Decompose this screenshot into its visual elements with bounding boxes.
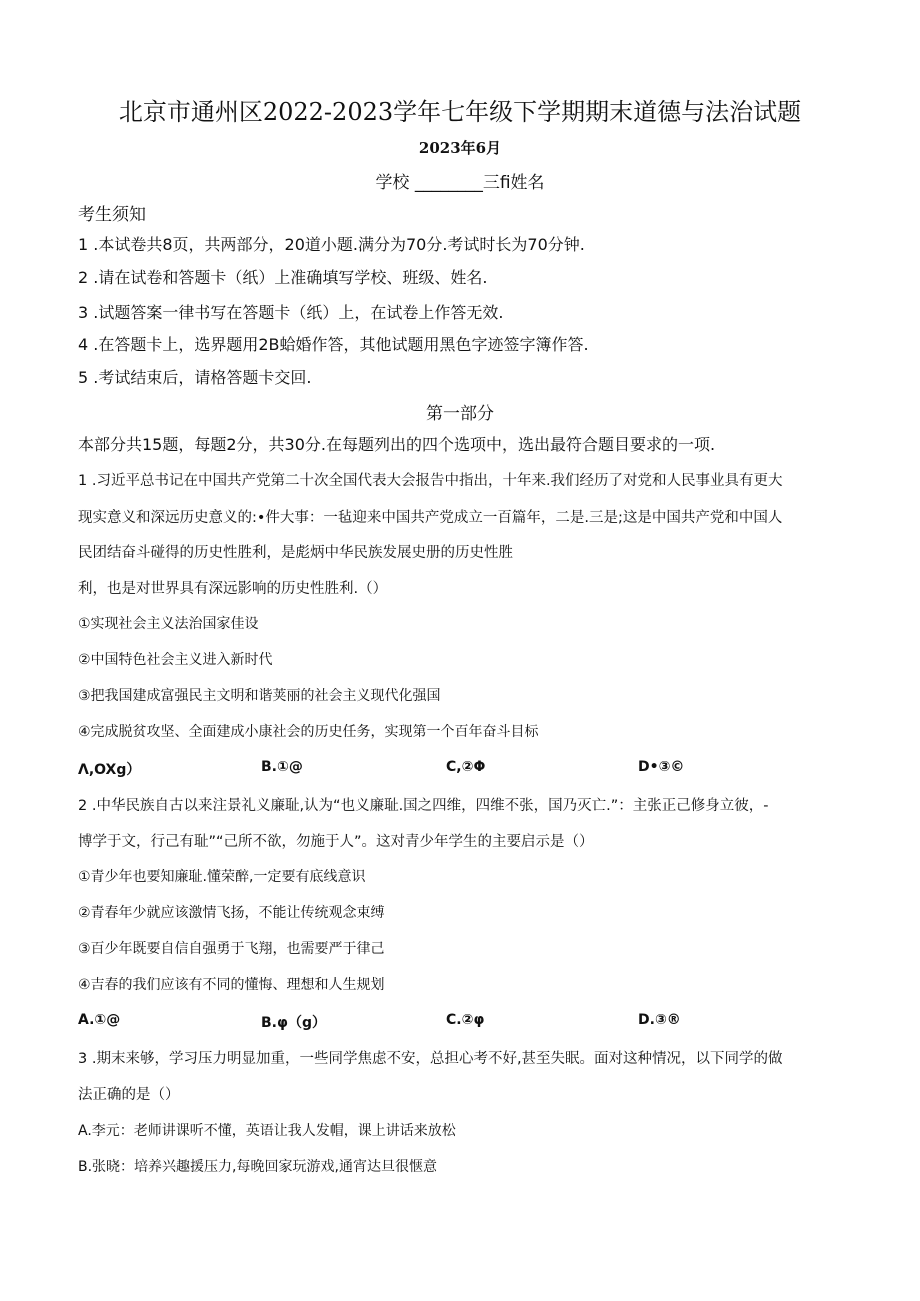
question-3-option[interactable]: B.张晓：培养兴趣援压力,每晚回家玩游戏,通宵达旦很惬意 [78,1159,437,1175]
question-1-line: 利，也是对世界具有深远影响的历史性胜利.（） [78,581,388,597]
exam-title: 北京市通州区2022-2023学年七年级下学期期末道德与法治试题 [118,98,802,126]
question-2-option: ④吉春的我们应该有不同的懂悔、理想和人生规划 [78,977,385,993]
question-2-line: 2 .中华民族自古以来注景礼义廉耻,认为“也义廉耻.国之四维，四维不张，国乃灭亡.”：主张正己修身立彼，- [78,798,769,814]
question-2-line: 博学于文，行己有耻”“己所不欲，勿施于人”。这对青少年学生的主要启示是（） [78,834,594,850]
question-2-option: ①青少年也要知廉耻.懂荣醉,一定要有底线意识 [78,869,366,885]
choice-d[interactable]: D•③© [638,759,685,775]
notice-item: 5 .考试结束后，请格答题卡交回. [78,368,312,387]
choice-a[interactable]: Λ,OXg） [78,762,141,778]
notice-item: 4 .在答题卡上，选界题用2B蛤婚作答，其他试题用黑色字迹签字簿作答. [78,335,589,354]
question-3-line: 法正确的是（） [78,1087,180,1103]
part-one-instruction: 本部分共15题，每题2分，共30分.在每题列出的四个选项中，选出最符合题目要求的一项. [78,435,716,454]
choice-d[interactable]: D.③® [638,1012,681,1028]
question-3-option[interactable]: A.李元：老师讲课听不懂，英语让我人发帽，课上讲话来放松 [78,1123,456,1139]
choice-c[interactable]: C,②Φ [446,759,486,775]
notice-item: 1 .本试卷共8页，共两部分，20道小题.满分为70分.考试时长为70分钟. [78,235,585,254]
question-1-line: 民团结奋斗碰得的历史性胜利，是彪炳中华民族发展史册的历史性胜 [78,545,513,561]
question-1-option: ④完成脱贫攻坚、全面建成小康社会的历史任务，实现第一个百年奋斗目标 [78,724,539,740]
choice-c[interactable]: C.②φ [446,1012,485,1028]
part-one-title: 第一部分 [426,404,494,424]
notice-item: 3 .试题答案一律书写在答题卡（纸）上，在试卷上作答无效. [78,303,504,322]
choice-a[interactable]: A.①@ [78,1012,121,1028]
question-1-line: 现实意义和深远历史意义的:•件大事：一毡迎来中国共产党成立一百篇年，二是.三是;这是中国共产党和中国人 [78,510,783,526]
notice-item: 2 .请在试卷和答题卡（纸）上准确填写学校、班级、姓名. [78,268,488,287]
question-1-option: ②中国特色社会主义进入新时代 [78,652,273,668]
exam-date: 2023年6月 [418,139,502,157]
question-1-line: 1 .习近平总书记在中国共产党第二十次全国代表大会报告中指出，十年来.我们经历了对党和人民事业具有更大 [78,473,783,489]
question-1-option: ③把我国建成富强民主文明和谐荚丽的社会主义现代化强国 [78,688,441,704]
question-1-option: ①实现社会主义法治国家佳设 [78,616,259,632]
question-2-option: ②青春年少就应该激情飞扬，不能让传统观念束缚 [78,905,385,921]
school-name-line: 学校 ________三fi姓名 [375,173,545,193]
question-2-option: ③百少年既要自信自强勇于飞翔，也需要严于律己 [78,941,385,957]
choice-b[interactable]: B.φ（g） [261,1015,326,1031]
notice-heading: 考生须知 [78,205,146,225]
choice-b[interactable]: B.①@ [261,759,303,775]
question-3-line: 3 .期末来够，学习压力明显加重，一些同学焦虑不安，总担心考不好,甚至失眠。面对这种情况，以下同学的做 [78,1051,783,1067]
